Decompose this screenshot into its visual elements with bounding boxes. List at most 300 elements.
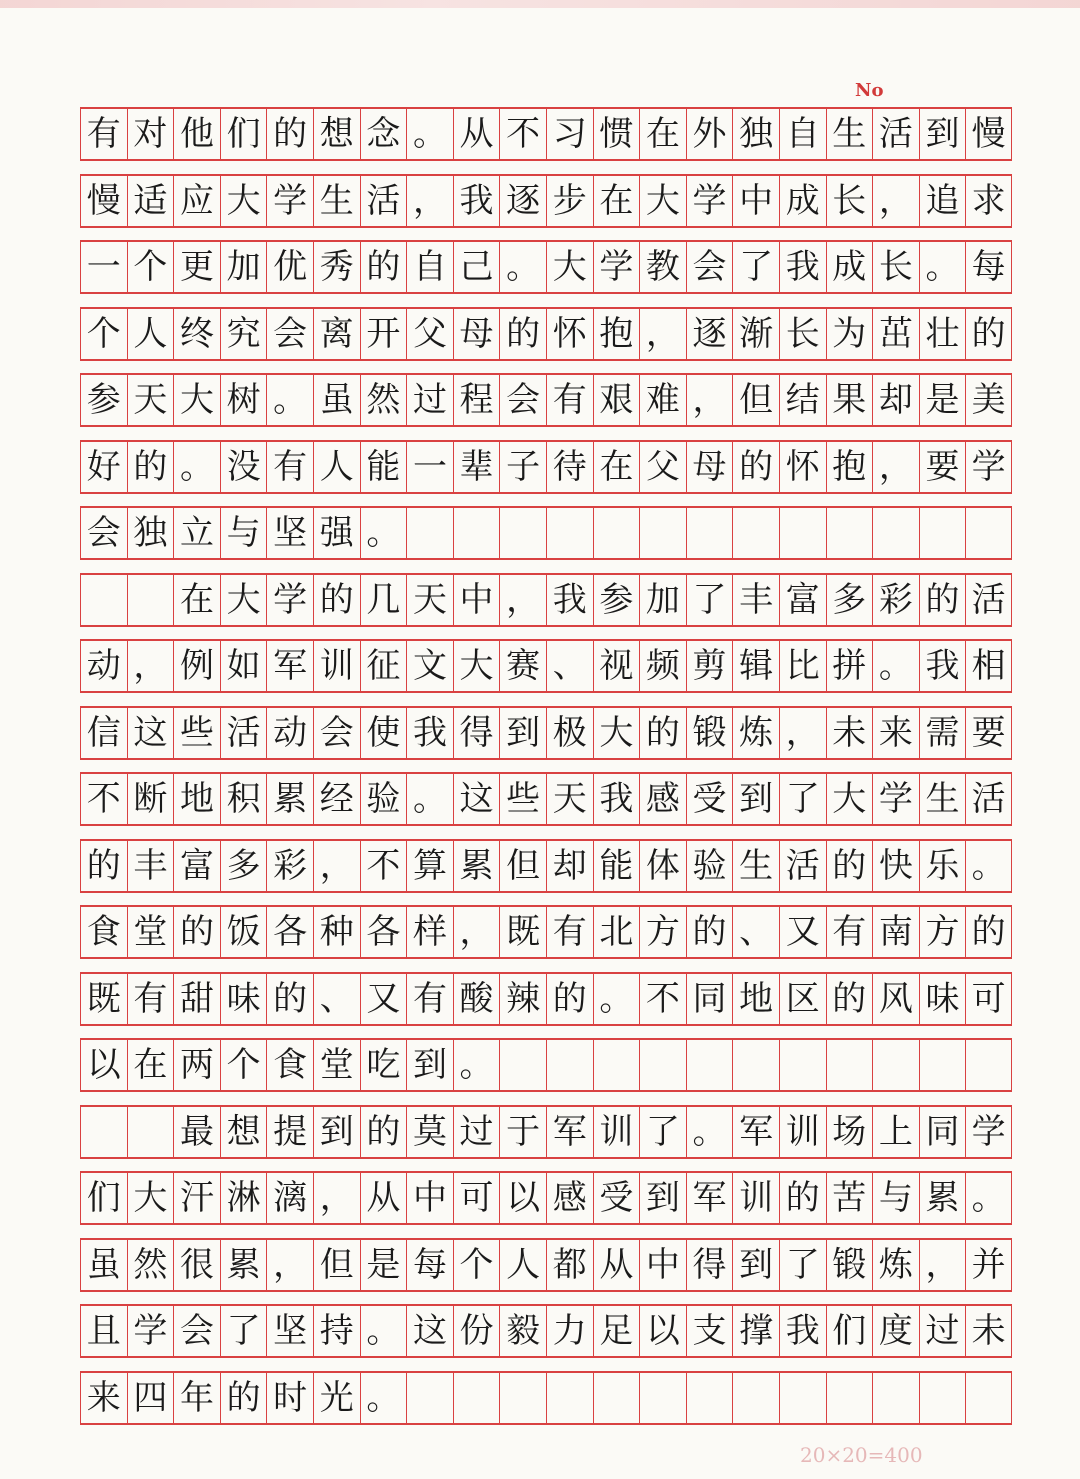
grid-cell: 既 bbox=[499, 907, 546, 957]
grid-cell: 各 bbox=[266, 907, 313, 957]
grid-cell: 来 bbox=[872, 708, 919, 758]
grid-cell: 大 bbox=[220, 176, 267, 226]
grid-cell: 经 bbox=[313, 774, 360, 824]
grid-cell bbox=[686, 508, 733, 558]
grid-cell: 两 bbox=[173, 1040, 220, 1090]
grid-cell: 的 bbox=[919, 575, 966, 625]
grid-cell: 汗 bbox=[173, 1173, 220, 1223]
grid-cell: 辑 bbox=[732, 641, 779, 691]
grid-cell: 大 bbox=[546, 242, 593, 292]
grid-cell: 优 bbox=[266, 242, 313, 292]
grid-cell: 的 bbox=[220, 1373, 267, 1423]
grid-cell: 感 bbox=[546, 1173, 593, 1223]
grid-cell: 有 bbox=[826, 907, 873, 957]
grid-cell: 要 bbox=[919, 442, 966, 492]
grid-cell: 了 bbox=[639, 1107, 686, 1157]
grid-cell: 能 bbox=[360, 442, 407, 492]
grid-cell bbox=[732, 508, 779, 558]
grid-cell: 想 bbox=[220, 1107, 267, 1157]
grid-cell: 却 bbox=[872, 375, 919, 425]
grid-cell: 累 bbox=[919, 1173, 966, 1223]
grid-cell: 了 bbox=[732, 242, 779, 292]
grid-cell: 树 bbox=[220, 375, 267, 425]
grid-cell: 加 bbox=[639, 575, 686, 625]
grid-cell: 。 bbox=[360, 508, 407, 558]
grid-cell: 。 bbox=[872, 641, 919, 691]
grid-cell: 相 bbox=[965, 641, 1012, 691]
grid-cell: 坚 bbox=[266, 508, 313, 558]
grid-cell: 食 bbox=[80, 907, 127, 957]
grid-cell: 从 bbox=[360, 1173, 407, 1223]
grid-cell: 。 bbox=[406, 109, 453, 159]
grid-cell: 活 bbox=[360, 176, 407, 226]
grid-cell: ， bbox=[406, 176, 453, 226]
grid-cell: 样 bbox=[406, 907, 453, 957]
grid-cell: 过 bbox=[453, 1107, 500, 1157]
grid-cell: 独 bbox=[732, 109, 779, 159]
grid-cell: 然 bbox=[360, 375, 407, 425]
grid-cell: 个 bbox=[127, 242, 174, 292]
grid-cell: 程 bbox=[453, 375, 500, 425]
grid-cell: 的 bbox=[80, 841, 127, 891]
grid-cell: 未 bbox=[965, 1306, 1012, 1356]
grid-cell: 了 bbox=[686, 575, 733, 625]
grid-cell: 结 bbox=[779, 375, 826, 425]
grid-cell: 逐 bbox=[499, 176, 546, 226]
grid-cell: 训 bbox=[779, 1107, 826, 1157]
grid-cell: 自 bbox=[779, 109, 826, 159]
grid-cell: 堂 bbox=[313, 1040, 360, 1090]
grid-cell: 场 bbox=[826, 1107, 873, 1157]
grid-cell: 了 bbox=[779, 1240, 826, 1290]
grid-cell: 赛 bbox=[499, 641, 546, 691]
grid-cell: 一 bbox=[406, 442, 453, 492]
grid-row bbox=[80, 506, 1012, 560]
grid-cell: 长 bbox=[826, 176, 873, 226]
grid-cell bbox=[919, 508, 966, 558]
grid-cell: 持 bbox=[313, 1306, 360, 1356]
grid-cell: 炼 bbox=[732, 708, 779, 758]
grid-cell: 如 bbox=[220, 641, 267, 691]
grid-cell: 训 bbox=[732, 1173, 779, 1223]
grid-cell: 地 bbox=[732, 974, 779, 1024]
grid-cell bbox=[965, 1373, 1012, 1423]
grid-cell: ， bbox=[313, 1173, 360, 1223]
grid-cell: 过 bbox=[919, 1306, 966, 1356]
grid-cell: 成 bbox=[779, 176, 826, 226]
grid-cell: 更 bbox=[173, 242, 220, 292]
grid-cell: 到 bbox=[919, 109, 966, 159]
grid-cell: 在 bbox=[593, 442, 640, 492]
grid-cell: 我 bbox=[546, 575, 593, 625]
grid-cell: 军 bbox=[546, 1107, 593, 1157]
grid-cell: 大 bbox=[127, 1173, 174, 1223]
grid-cell: 子 bbox=[499, 442, 546, 492]
grid-cell: 以 bbox=[80, 1040, 127, 1090]
grid-cell: 。 bbox=[266, 375, 313, 425]
grid-row bbox=[80, 706, 1012, 760]
grid-cell: 使 bbox=[360, 708, 407, 758]
grid-cell: 几 bbox=[360, 575, 407, 625]
grid-cell: 要 bbox=[965, 708, 1012, 758]
grid-cell: 锻 bbox=[686, 708, 733, 758]
grid-cell: 学 bbox=[266, 176, 313, 226]
grid-cell: 文 bbox=[406, 641, 453, 691]
grid-cell: 是 bbox=[919, 375, 966, 425]
grid-cell: 每 bbox=[965, 242, 1012, 292]
grid-cell bbox=[919, 1040, 966, 1090]
grid-cell bbox=[406, 508, 453, 558]
grid-cell: 学 bbox=[965, 1107, 1012, 1157]
grid-cell bbox=[80, 1107, 127, 1157]
grid-cell: 莫 bbox=[406, 1107, 453, 1157]
grid-cell: 学 bbox=[686, 176, 733, 226]
grid-cell: 地 bbox=[173, 774, 220, 824]
grid-row bbox=[80, 1304, 1012, 1358]
grid-cell: 我 bbox=[779, 1306, 826, 1356]
grid-cell: 美 bbox=[965, 375, 1012, 425]
grid-cell: 漓 bbox=[266, 1173, 313, 1223]
grid-cell: 待 bbox=[546, 442, 593, 492]
grid-cell: 的 bbox=[779, 1173, 826, 1223]
grid-cell: 中 bbox=[453, 575, 500, 625]
grid-cell: 茁 bbox=[872, 309, 919, 359]
grid-cell: 独 bbox=[127, 508, 174, 558]
grid-cell: 支 bbox=[686, 1306, 733, 1356]
grid-cell: 、 bbox=[546, 641, 593, 691]
grid-cell bbox=[639, 508, 686, 558]
grid-cell: 加 bbox=[220, 242, 267, 292]
grid-cell: 但 bbox=[313, 1240, 360, 1290]
grid-cell: 、 bbox=[313, 974, 360, 1024]
grid-cell: 的 bbox=[732, 442, 779, 492]
grid-cell: 在 bbox=[639, 109, 686, 159]
grid-cell: 丰 bbox=[127, 841, 174, 891]
grid-cell: 参 bbox=[80, 375, 127, 425]
grid-cell: 慢 bbox=[965, 109, 1012, 159]
grid-cell: 同 bbox=[919, 1107, 966, 1157]
grid-cell: 大 bbox=[220, 575, 267, 625]
grid-cell: 味 bbox=[220, 974, 267, 1024]
grid-cell: 。 bbox=[406, 774, 453, 824]
grid-cell: 受 bbox=[593, 1173, 640, 1223]
grid-cell bbox=[453, 1373, 500, 1423]
grid-cell bbox=[732, 1040, 779, 1090]
grid-cell: 验 bbox=[686, 841, 733, 891]
grid-cell: 方 bbox=[639, 907, 686, 957]
grid-cell: 算 bbox=[406, 841, 453, 891]
grid-cell: 到 bbox=[499, 708, 546, 758]
grid-cell: 活 bbox=[779, 841, 826, 891]
grid-cell: 信 bbox=[80, 708, 127, 758]
grid-cell bbox=[127, 1107, 174, 1157]
grid-cell: ， bbox=[266, 1240, 313, 1290]
grid-cell: 可 bbox=[453, 1173, 500, 1223]
grid-cell: 酸 bbox=[453, 974, 500, 1024]
grid-cell: 感 bbox=[639, 774, 686, 824]
grid-cell: 会 bbox=[80, 508, 127, 558]
grid-cell: 。 bbox=[919, 242, 966, 292]
grid-cell: 生 bbox=[732, 841, 779, 891]
grid-cell bbox=[965, 1040, 1012, 1090]
grid-cell bbox=[779, 508, 826, 558]
grid-cell: 且 bbox=[80, 1306, 127, 1356]
grid-cell: 最 bbox=[173, 1107, 220, 1157]
grid-cell: 会 bbox=[499, 375, 546, 425]
grid-cell bbox=[593, 508, 640, 558]
grid-cell: 多 bbox=[826, 575, 873, 625]
grid-cell: 慢 bbox=[80, 176, 127, 226]
grid-cell: 富 bbox=[779, 575, 826, 625]
grid-cell: 度 bbox=[872, 1306, 919, 1356]
grid-cell: 想 bbox=[313, 109, 360, 159]
grid-cell: 然 bbox=[127, 1240, 174, 1290]
grid-cell: 不 bbox=[360, 841, 407, 891]
grid-cell: 们 bbox=[826, 1306, 873, 1356]
grid-cell bbox=[639, 1373, 686, 1423]
grid-cell: 累 bbox=[453, 841, 500, 891]
grid-row bbox=[80, 174, 1012, 228]
grid-cell: 有 bbox=[406, 974, 453, 1024]
grid-row bbox=[80, 972, 1012, 1026]
grid-cell: 的 bbox=[266, 974, 313, 1024]
grid-cell: 学 bbox=[872, 774, 919, 824]
grid-row bbox=[80, 1105, 1012, 1159]
grid-cell bbox=[826, 1040, 873, 1090]
grid-cell: 外 bbox=[686, 109, 733, 159]
grid-cell: 在 bbox=[593, 176, 640, 226]
grid-cell: 视 bbox=[593, 641, 640, 691]
grid-cell: 。 bbox=[593, 974, 640, 1024]
grid-cell: 长 bbox=[872, 242, 919, 292]
grid-cell: 们 bbox=[220, 109, 267, 159]
grid-cell bbox=[872, 1373, 919, 1423]
grid-cell: 成 bbox=[826, 242, 873, 292]
grid-cell: 不 bbox=[80, 774, 127, 824]
grid-cell: 时 bbox=[266, 1373, 313, 1423]
grid-cell: 未 bbox=[826, 708, 873, 758]
grid-cell bbox=[732, 1373, 779, 1423]
grid-cell bbox=[546, 1373, 593, 1423]
grid-row bbox=[80, 573, 1012, 627]
grid-cell: 。 bbox=[173, 442, 220, 492]
grid-cell: 我 bbox=[593, 774, 640, 824]
grid-cell: 丰 bbox=[732, 575, 779, 625]
grid-cell: 的 bbox=[499, 309, 546, 359]
grid-cell: 父 bbox=[639, 442, 686, 492]
grid-cell: 是 bbox=[360, 1240, 407, 1290]
grid-cell: 到 bbox=[732, 1240, 779, 1290]
grid-cell bbox=[779, 1373, 826, 1423]
grid-cell: 大 bbox=[453, 641, 500, 691]
grid-cell bbox=[872, 1040, 919, 1090]
grid-cell: 的 bbox=[313, 575, 360, 625]
grid-cell: 的 bbox=[639, 708, 686, 758]
grid-cell: 大 bbox=[173, 375, 220, 425]
grid-cell: 会 bbox=[266, 309, 313, 359]
grid-cell: 大 bbox=[826, 774, 873, 824]
grid-cell: 每 bbox=[406, 1240, 453, 1290]
grid-row bbox=[80, 772, 1012, 826]
grid-cell: 富 bbox=[173, 841, 220, 891]
grid-cell: 的 bbox=[360, 1107, 407, 1157]
grid-cell: 这 bbox=[453, 774, 500, 824]
grid-cell: 了 bbox=[220, 1306, 267, 1356]
grid-cell: 这 bbox=[127, 708, 174, 758]
grid-cell: 。 bbox=[499, 242, 546, 292]
grid-cell bbox=[965, 508, 1012, 558]
grid-cell: 他 bbox=[173, 109, 220, 159]
grid-cell bbox=[826, 1373, 873, 1423]
grid-cell: 一 bbox=[80, 242, 127, 292]
grid-cell: 虽 bbox=[80, 1240, 127, 1290]
grid-cell: 得 bbox=[453, 708, 500, 758]
grid-cell: 会 bbox=[686, 242, 733, 292]
grid-cell: 味 bbox=[919, 974, 966, 1024]
grid-cell: ， bbox=[499, 575, 546, 625]
grid-cell: 个 bbox=[453, 1240, 500, 1290]
grid-cell: 我 bbox=[779, 242, 826, 292]
grid-cell: 到 bbox=[406, 1040, 453, 1090]
grid-cell: 能 bbox=[593, 841, 640, 891]
grid-cell: 堂 bbox=[127, 907, 174, 957]
grid-cell: 我 bbox=[406, 708, 453, 758]
grid-row bbox=[80, 373, 1012, 427]
grid-cell: 步 bbox=[546, 176, 593, 226]
grid-cell: 累 bbox=[266, 774, 313, 824]
grid-cell: 我 bbox=[453, 176, 500, 226]
grid-cell: 生 bbox=[313, 176, 360, 226]
grid-cell: 大 bbox=[593, 708, 640, 758]
grid-cell: 以 bbox=[639, 1306, 686, 1356]
grid-cell: 。 bbox=[360, 1373, 407, 1423]
grid-cell: 人 bbox=[313, 442, 360, 492]
grid-cell: 快 bbox=[872, 841, 919, 891]
grid-cell: 惯 bbox=[593, 109, 640, 159]
grid-row bbox=[80, 1238, 1012, 1292]
grid-cell: 这 bbox=[406, 1306, 453, 1356]
writing-grid bbox=[80, 107, 1012, 1437]
grid-cell bbox=[826, 508, 873, 558]
grid-cell: 到 bbox=[639, 1173, 686, 1223]
grid-cell bbox=[453, 508, 500, 558]
grid-cell bbox=[593, 1373, 640, 1423]
grid-cell: 学 bbox=[965, 442, 1012, 492]
grid-cell: 人 bbox=[127, 309, 174, 359]
grid-cell: 虽 bbox=[313, 375, 360, 425]
grid-cell: 没 bbox=[220, 442, 267, 492]
grid-cell: 动 bbox=[266, 708, 313, 758]
grid-cell: 征 bbox=[360, 641, 407, 691]
grid-cell: 参 bbox=[593, 575, 640, 625]
grid-cell: 。 bbox=[965, 841, 1012, 891]
grid-cell: 乐 bbox=[919, 841, 966, 891]
grid-cell: 从 bbox=[453, 109, 500, 159]
grid-cell: 学 bbox=[593, 242, 640, 292]
grid-cell: 渐 bbox=[732, 309, 779, 359]
grid-cell: 在 bbox=[173, 575, 220, 625]
grid-cell bbox=[919, 1373, 966, 1423]
grid-cell: 怀 bbox=[779, 442, 826, 492]
grid-cell: 但 bbox=[732, 375, 779, 425]
grid-cell: 训 bbox=[313, 641, 360, 691]
grid-cell: 区 bbox=[779, 974, 826, 1024]
grid-cell: 辈 bbox=[453, 442, 500, 492]
grid-cell: 教 bbox=[639, 242, 686, 292]
grid-cell: 求 bbox=[965, 176, 1012, 226]
grid-cell: 饭 bbox=[220, 907, 267, 957]
grid-cell: 些 bbox=[499, 774, 546, 824]
grid-cell bbox=[499, 1040, 546, 1090]
grid-cell: 了 bbox=[779, 774, 826, 824]
grid-cell: 我 bbox=[919, 641, 966, 691]
grid-cell: 会 bbox=[173, 1306, 220, 1356]
grid-cell: 们 bbox=[80, 1173, 127, 1223]
grid-cell: 到 bbox=[313, 1107, 360, 1157]
grid-cell: 怀 bbox=[546, 309, 593, 359]
grid-cell: 果 bbox=[826, 375, 873, 425]
grid-cell: 毅 bbox=[499, 1306, 546, 1356]
grid-cell: 食 bbox=[266, 1040, 313, 1090]
grid-cell: 有 bbox=[127, 974, 174, 1024]
grid-cell: 提 bbox=[266, 1107, 313, 1157]
grid-cell: 炼 bbox=[872, 1240, 919, 1290]
grid-cell: 锻 bbox=[826, 1240, 873, 1290]
grid-cell bbox=[546, 508, 593, 558]
grid-cell: 北 bbox=[593, 907, 640, 957]
grid-cell: 很 bbox=[173, 1240, 220, 1290]
grid-cell: 天 bbox=[406, 575, 453, 625]
grid-row bbox=[80, 240, 1012, 294]
grid-cell: 风 bbox=[872, 974, 919, 1024]
grid-cell: 习 bbox=[546, 109, 593, 159]
grid-cell: 上 bbox=[872, 1107, 919, 1157]
grid-cell: 苦 bbox=[826, 1173, 873, 1223]
grid-cell: ， bbox=[919, 1240, 966, 1290]
grid-cell: 与 bbox=[872, 1173, 919, 1223]
grid-cell: 天 bbox=[546, 774, 593, 824]
grid-cell bbox=[80, 575, 127, 625]
grid-cell: 各 bbox=[360, 907, 407, 957]
grid-cell: 自 bbox=[406, 242, 453, 292]
grid-cell: ， bbox=[779, 708, 826, 758]
grid-cell: 应 bbox=[173, 176, 220, 226]
grid-cell bbox=[686, 1373, 733, 1423]
grid-cell: 体 bbox=[639, 841, 686, 891]
grid-cell: 的 bbox=[266, 109, 313, 159]
grid-cell: 军 bbox=[266, 641, 313, 691]
grid-cell: 方 bbox=[919, 907, 966, 957]
grid-cell: 频 bbox=[639, 641, 686, 691]
grid-cell: 过 bbox=[406, 375, 453, 425]
grid-cell: 于 bbox=[499, 1107, 546, 1157]
grid-cell: 的 bbox=[173, 907, 220, 957]
grid-cell: 又 bbox=[779, 907, 826, 957]
grid-row bbox=[80, 1371, 1012, 1425]
grid-cell bbox=[593, 1040, 640, 1090]
grid-cell: 同 bbox=[686, 974, 733, 1024]
grid-cell: 终 bbox=[173, 309, 220, 359]
grid-cell: 需 bbox=[919, 708, 966, 758]
grid-cell: 种 bbox=[313, 907, 360, 957]
grid-cell: 却 bbox=[546, 841, 593, 891]
grid-cell: 四 bbox=[127, 1373, 174, 1423]
grid-cell: 壮 bbox=[919, 309, 966, 359]
grid-cell bbox=[499, 1373, 546, 1423]
grid-cell: 活 bbox=[220, 708, 267, 758]
grid-cell: 长 bbox=[779, 309, 826, 359]
grid-cell: 在 bbox=[127, 1040, 174, 1090]
